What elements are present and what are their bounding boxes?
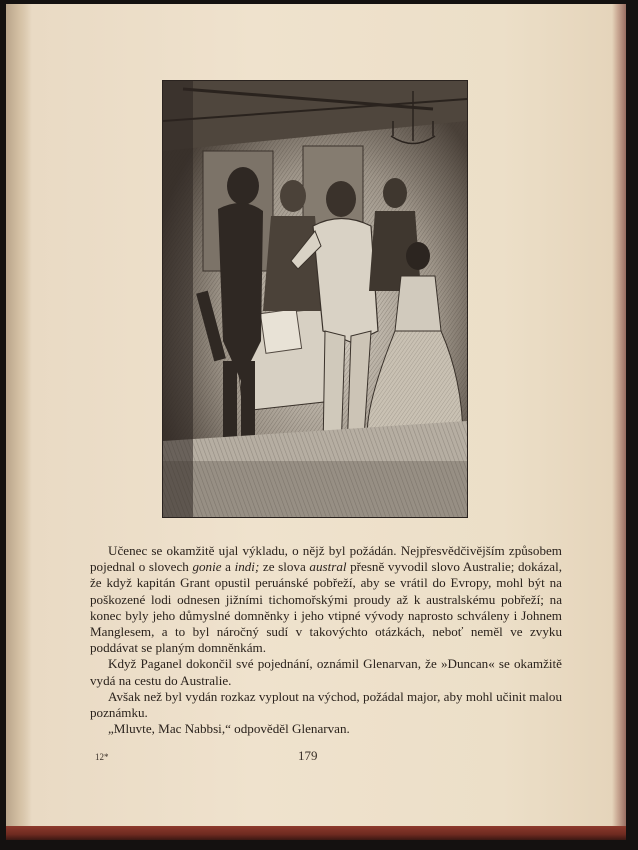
- book-cover-edge: [6, 826, 626, 840]
- text-segment: ze slova: [259, 559, 310, 575]
- text-segment: přesně vyvodil slovo Australie; dokázal, že když kapitán Grant opustil peruánské pobřeží, aby se vrátil do Evropy, mohl být na poškozené lodi odnesen jižními tichomořskými proudy až k australskému pobřeží; na konec byly jeho důmyslné domněnky i jeho vtipné vývody naprosto schváleny i Johnem Manglesem, a to byl náročný sudí v takovýchto otázkách, neboť neměl ve zvyku poddávat se planým domněnkám.: [90, 559, 563, 656]
- page-gutter-shadow: [6, 4, 32, 840]
- text-segment: Když Paganel dokončil své pojednání, oznámil Glenarvan, že »Duncan« se okamžitě vydá na cestu do Australie.: [90, 656, 562, 688]
- page-edge: [612, 4, 626, 840]
- paragraph: [90, 656, 562, 688]
- engraving-illustration-art: [163, 81, 467, 517]
- text-segment: „Mluvte, Mac Nabbsi,“ odpověděl Glenarvan.: [108, 721, 350, 737]
- text-segment: Učenec se okamžitě ujal výkladu, o nějž byl požádán. Nejpřesvědčivějším způsobem pojednal o slovech: [90, 543, 562, 575]
- body-text: [90, 543, 562, 737]
- paragraph: [90, 689, 562, 721]
- text-segment: Avšak než byl vydán rozkaz vyplout na východ, požádal major, aby mohl učinit malou poznámku.: [90, 688, 562, 721]
- italic-term: austral: [309, 559, 347, 575]
- paragraph: [90, 721, 562, 737]
- engraving-illustration: [162, 80, 468, 518]
- page-number: 179: [298, 748, 318, 763]
- italic-term: gonie: [192, 559, 222, 575]
- paragraph: [90, 543, 562, 656]
- text-segment: a: [221, 559, 235, 575]
- signature-mark: 12*: [95, 752, 109, 762]
- italic-term: indi;: [234, 559, 260, 575]
